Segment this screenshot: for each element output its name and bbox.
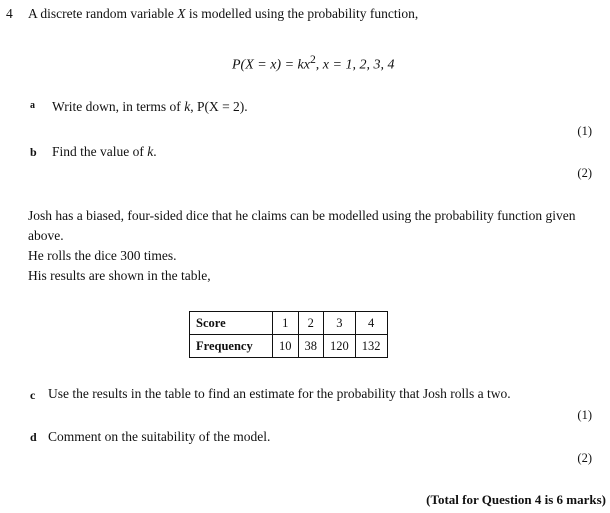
intro-prefix: A discrete random variable [28, 6, 178, 21]
intro-variable: X [177, 6, 186, 21]
frequency-cell: 38 [298, 335, 324, 358]
part-d-text: Comment on the suitability of the model. [48, 429, 271, 444]
frequency-cell: 120 [324, 335, 356, 358]
score-header: Score [190, 312, 273, 335]
context-results: His results are shown in the table, [28, 268, 211, 283]
formula-lhs: P(X = x) = kx [232, 57, 310, 73]
part-a-text [52, 99, 248, 115]
part-a-suffix: , P(X = 2). [190, 99, 248, 114]
score-cell: 4 [355, 312, 387, 335]
probability-formula [232, 53, 394, 74]
part-a-prefix: Write down, in terms of [52, 99, 185, 114]
frequency-cell: 132 [355, 335, 387, 358]
part-c-letter: c [30, 388, 36, 402]
intro-suffix: is modelled using the probability function, [185, 6, 419, 21]
score-cell: 3 [324, 312, 356, 335]
frequency-cell: 10 [273, 335, 299, 358]
score-cell: 2 [298, 312, 324, 335]
part-b-letter: b [30, 145, 37, 159]
part-c-marks: (1) [577, 408, 592, 422]
part-a-letter: a [30, 100, 35, 111]
part-b-text [52, 144, 157, 160]
context-rolls: He rolls the dice 300 times. [28, 248, 177, 263]
question-intro [28, 6, 418, 22]
score-cell: 1 [273, 312, 299, 335]
formula-rhs: , x = 1, 2, 3, 4 [315, 57, 395, 73]
frequency-header: Frequency [190, 335, 273, 358]
part-d-marks: (2) [577, 451, 592, 465]
context-paragraph: Josh has a biased, four-sided dice that he claims can be modelled using the probability function given above. [28, 208, 576, 243]
part-a-marks: (1) [577, 124, 592, 138]
part-d-letter: d [30, 430, 37, 444]
table-row-score [190, 312, 388, 335]
part-a-var: k [184, 99, 191, 114]
part-b-var: k [147, 144, 154, 159]
part-b-prefix: Find the value of [52, 144, 148, 159]
question-number: 4 [6, 6, 13, 21]
total-marks: (Total for Question 4 is 6 marks) [426, 492, 606, 507]
part-b-suffix: . [153, 144, 157, 159]
frequency-table [189, 311, 388, 358]
part-b-marks: (2) [577, 166, 592, 180]
formula-exponent: 2 [309, 53, 316, 66]
table-row-frequency [190, 335, 388, 358]
part-c-text: Use the results in the table to find an estimate for the probability that Josh rolls a two. [48, 386, 511, 401]
